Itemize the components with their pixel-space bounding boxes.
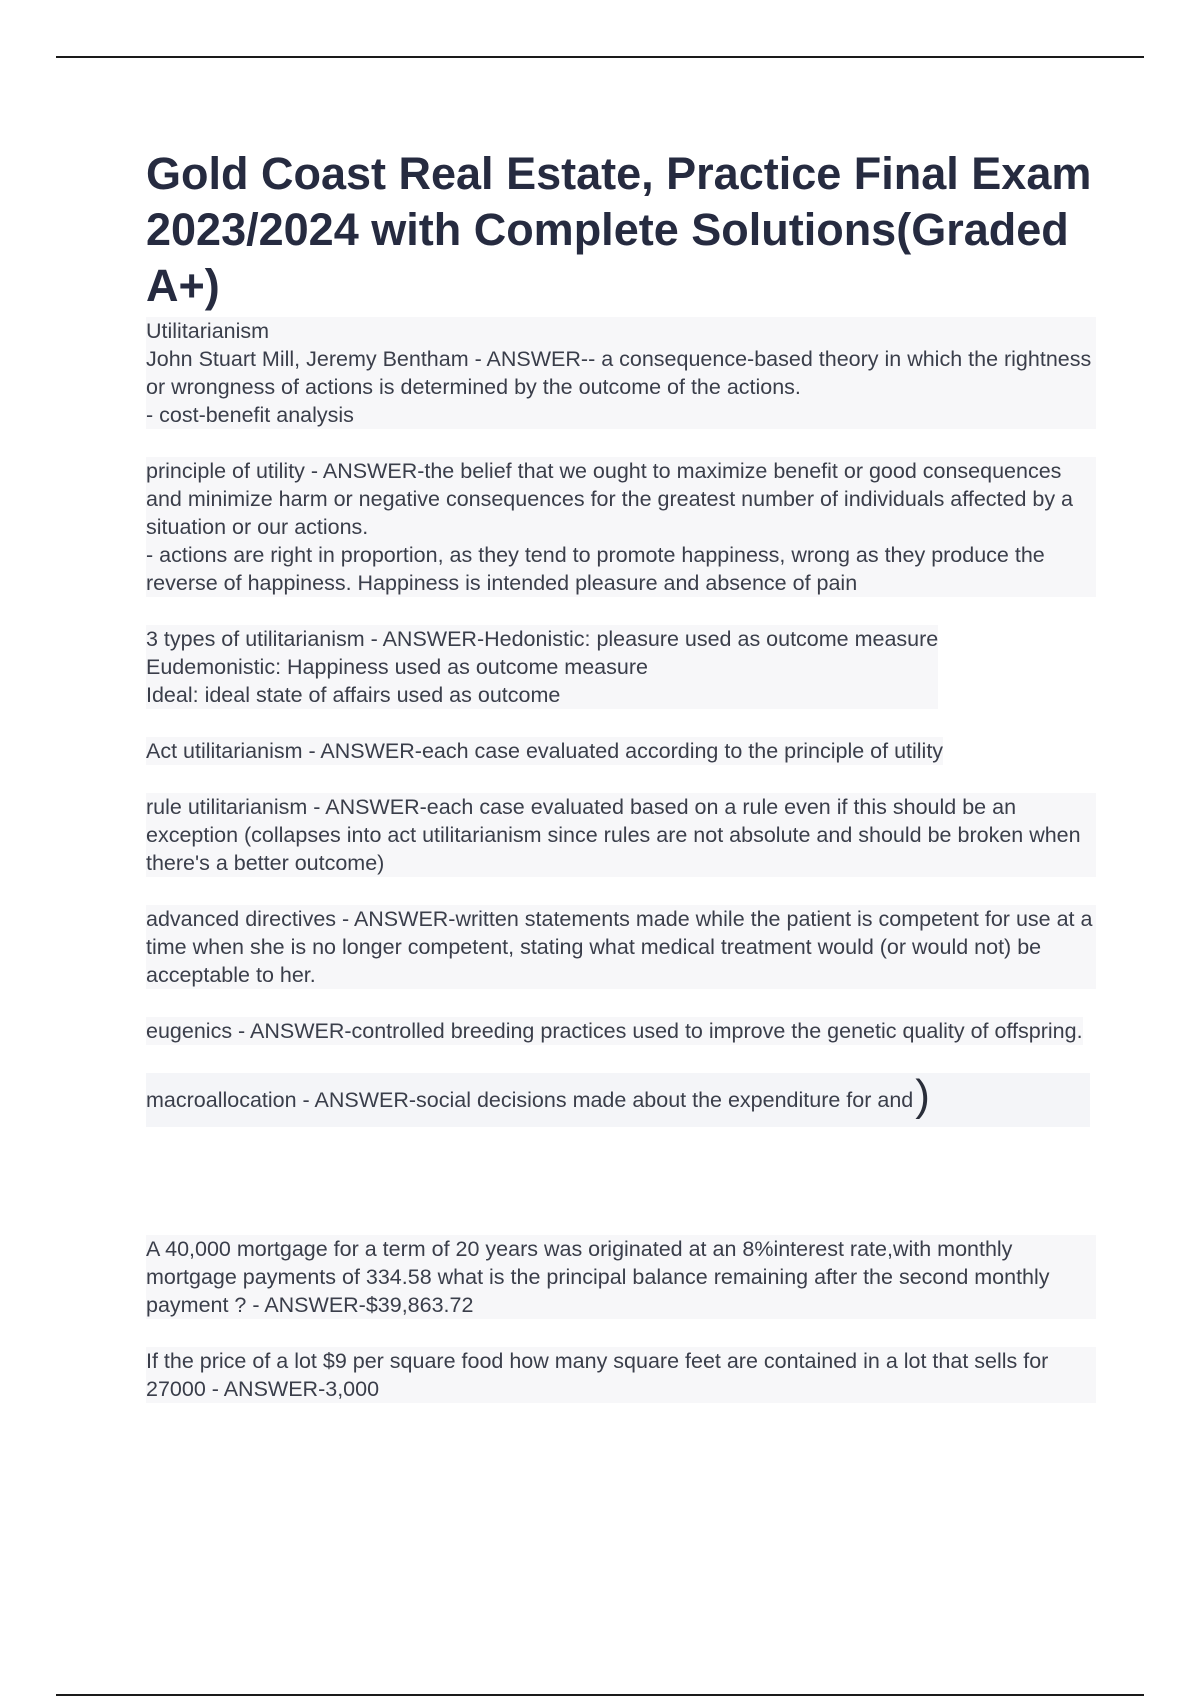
qa-entry-eugenics: eugenics - ANSWER-controlled breeding practices used to improve the genetic quality of offspring. <box>146 1019 1083 1043</box>
qa-entry-rule-utilitarianism: rule utilitarianism - ANSWER-each case evaluated based on a rule even if this should be an exception (collapses into act utilitarianism since rules are not absolute and should be broken when there's a better outcome) <box>146 793 1096 877</box>
document-body <box>146 146 1096 1403</box>
qa-entry-advanced-directives: advanced directives - ANSWER-written statements made while the patient is competent for use at a time when she is no longer competent, stating what medical treatment would (or would not) be acceptable to her. <box>146 905 1096 989</box>
qa-entry-lot-price: If the price of a lot $9 per square food how many square feet are contained in a lot that sells for 27000 - ANSWER-3,000 <box>146 1347 1096 1403</box>
qa-entry-types-of-utilitarianism: 3 types of utilitarianism - ANSWER-Hedonistic: pleasure used as outcome measure Eudemonistic: Happiness used as outcome measure Ideal: ideal state of affairs used as outcome <box>146 627 939 707</box>
bottom-rule <box>56 1694 1144 1696</box>
macroallocation-text: macroallocation - ANSWER-social decisions made about the expenditure for and <box>146 1088 914 1112</box>
truncation-marker: ) <box>915 1071 930 1120</box>
qa-entry-mortgage: A 40,000 mortgage for a term of 20 years was originated at an 8%interest rate,with monthly mortgage payments of 334.58 what is the principal balance remaining after the second monthly payment ? - ANSWER-$39,863.72 <box>146 1235 1096 1319</box>
qa-entry-macroallocation <box>146 1073 1090 1127</box>
qa-entry-utilitarianism: Utilitarianism John Stuart Mill, Jeremy Bentham - ANSWER-- a consequence-based theory in which the rightness or wrongness of actions is determined by the outcome of the actions. - cost-benefit analysis <box>146 317 1096 429</box>
document-title: Gold Coast Real Estate, Practice Final Exam 2023/2024 with Complete Solutions(Graded A+) <box>146 148 1092 311</box>
top-rule <box>56 56 1144 58</box>
qa-entry-principle-of-utility: principle of utility - ANSWER-the belief that we ought to maximize benefit or good consequences and minimize harm or negative consequences for the greatest number of individuals affected by a situation or our actions. - actions are right in proportion, as they tend to promote happiness, wrong as they produce the reverse of happiness. Happiness is intended pleasure and absence of pain <box>146 457 1096 597</box>
qa-entry-act-utilitarianism: Act utilitarianism - ANSWER-each case evaluated according to the principle of utility <box>146 739 944 763</box>
